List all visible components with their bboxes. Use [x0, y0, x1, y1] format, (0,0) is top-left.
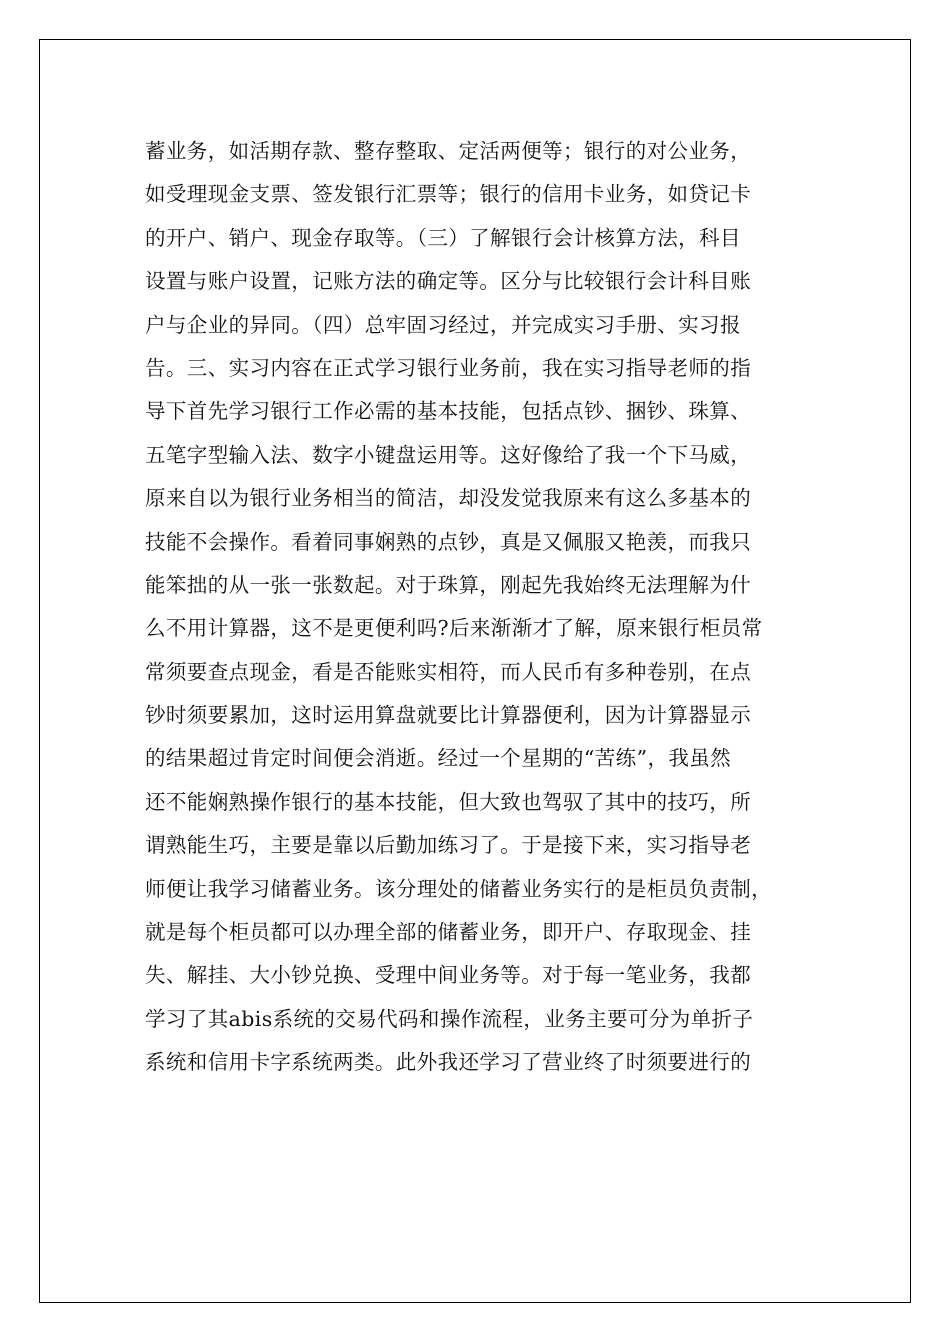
- text-line: 导下首先学习银行工作必需的基本技能，包括点钞、捆钞、珠算、: [145, 399, 752, 424]
- text-line: 就是每个柜员都可以办理全部的储蓄业务，即开户、存取现金、挂: [145, 920, 752, 945]
- text-line: 钞时须要累加，这时运用算盘就要比计算器便利，因为计算器显示: [145, 703, 752, 728]
- text-line: 户与企业的异同。（四）总牢固习经过，并完成实习手册、实习报: [145, 312, 741, 337]
- text-line: 原来自以为银行业务相当的简洁，却没发觉我原来有这么多基本的: [145, 486, 752, 511]
- text-line: 学习了其abis系统的交易代码和操作流程，业务主要可分为单折子: [145, 1006, 754, 1031]
- text-line: 告。三、实习内容在正式学习银行业务前，我在实习指导老师的指: [145, 355, 752, 380]
- text-line: 还不能娴熟操作银行的基本技能，但大致也驾驭了其中的技巧，所: [145, 789, 752, 814]
- text-line: 蓄业务，如活期存款、整存整取、定活两便等；银行的对公业务，: [145, 139, 752, 163]
- text-line: 能笨拙的从一张一张数起。对于珠算，刚起先我始终无法理解为什: [145, 572, 752, 597]
- text-line: 的结果超过肯定时间便会消逝。经过一个星期的“苦练”，我虽然: [145, 746, 732, 771]
- text-line: 技能不会操作。看着同事娴熟的点钞，真是又佩服又艳羡，而我只: [145, 529, 752, 554]
- text-line: 的开户、销户、现金存取等。（三）了解银行会计核算方法，科目: [145, 225, 741, 250]
- text-line: 谓熟能生巧，主要是靠以后勤加练习了。于是接下来，实习指导老: [145, 833, 752, 858]
- text-line: 系统和信用卡字系统两类。此外我还学习了营业终了时须要进行的: [145, 1050, 752, 1075]
- text-line: 设置与账户设置，记账方法的确定等。区分与比较银行会计科目账: [145, 269, 752, 294]
- text-line: 如受理现金支票、签发银行汇票等；银行的信用卡业务，如贷记卡: [145, 182, 752, 207]
- text-line: 五笔字型输入法、数字小键盘运用等。这好像给了我一个下马威，: [145, 442, 752, 467]
- text-line: 失、解挂、大小钞兑换、受理中间业务等。对于每一笔业务，我都: [145, 963, 752, 988]
- text-line: 师便让我学习储蓄业务。该分理处的储蓄业务实行的是柜员负责制，: [145, 876, 772, 901]
- text-line: 么不用计算器，这不是更便利吗?后来渐渐才了解，原来银行柜员常: [145, 616, 763, 641]
- body-text: [145, 130, 813, 1085]
- text-line: 常须要查点现金，看是否能账实相符，而人民币有多种卷别，在点: [145, 659, 752, 684]
